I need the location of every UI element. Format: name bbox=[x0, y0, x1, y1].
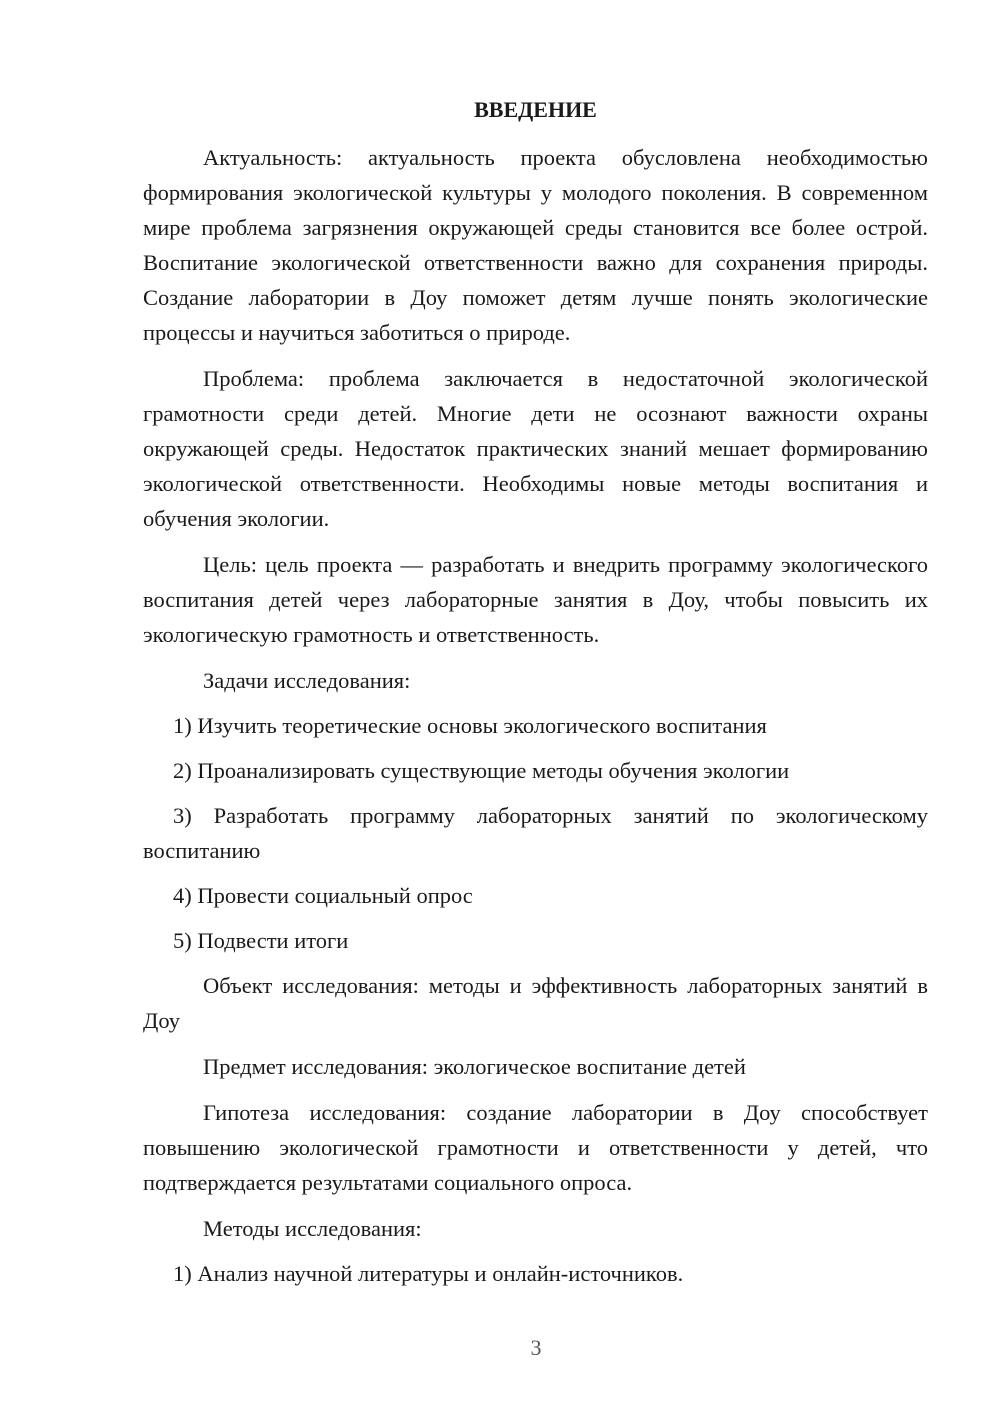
task-item-4: 4) Провести социальный опрос bbox=[173, 883, 473, 908]
task-item-5: 5) Подвести итоги bbox=[173, 928, 349, 953]
paragraph-problem: Проблема: проблема заключается в недостаточной экологической грамотности среди детей. Многие дети не осознают важности охраны окружающей среды. Недостаток практических знаний мешает формированию экологической ответственности. Необходимы новые методы воспитания и обучения экологии. bbox=[143, 366, 928, 531]
section-title: ВВЕДЕНИЕ bbox=[474, 97, 597, 122]
paragraph-hypothesis: Гипотеза исследования: создание лаборатории в Доу способствует повышению экологической грамотности и ответственности у детей, что подтверждается результатами социального опроса. bbox=[143, 1100, 928, 1195]
paragraph-goal: Цель: цель проекта — разработать и внедрить программу экологического воспитания детей через лабораторные занятия в Доу, чтобы повысить их экологическую грамотность и ответственность. bbox=[143, 552, 928, 647]
tasks-heading: Задачи исследования: bbox=[203, 668, 411, 693]
document-body bbox=[143, 95, 928, 1301]
method-item-1: 1) Анализ научной литературы и онлайн-источников. bbox=[173, 1261, 684, 1286]
task-item-1: 1) Изучить теоретические основы экологического воспитания bbox=[173, 713, 767, 738]
paragraph-subject: Предмет исследования: экологическое воспитание детей bbox=[203, 1054, 746, 1079]
paragraph-relevance: Актуальность: актуальность проекта обусловлена необходимостью формирования экологической культуры у молодого поколения. В современном мире проблема загрязнения окружающей среды становится все более острой. Воспитание экологической ответственности важно для сохранения природы. Создание лаборатории в Доу поможет детям лучше понять экологические процессы и научиться заботиться о природе. bbox=[143, 145, 928, 345]
paragraph-object: Объект исследования: методы и эффективность лабораторных занятий в Доу bbox=[143, 973, 928, 1033]
task-item-3: 3) Разработать программу лабораторных занятий по экологическому воспитанию bbox=[143, 803, 928, 863]
task-item-2: 2) Проанализировать существующие методы обучения экологии bbox=[173, 758, 790, 783]
methods-heading: Методы исследования: bbox=[203, 1216, 422, 1241]
page-number: 3 bbox=[530, 1335, 542, 1360]
